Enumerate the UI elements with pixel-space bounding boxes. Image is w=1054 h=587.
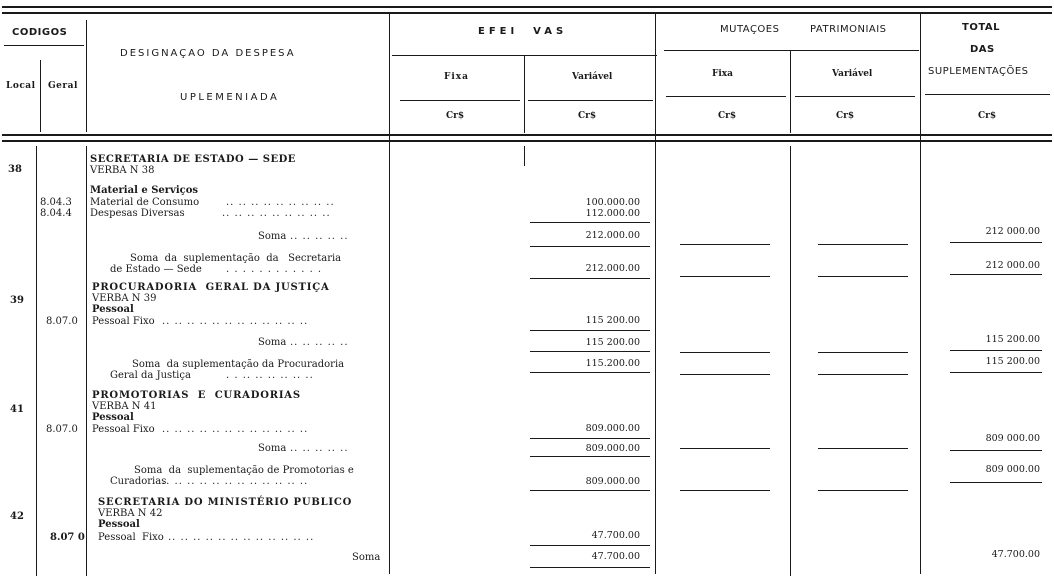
desc-39-item: Pessoal Fixo bbox=[92, 316, 155, 327]
dots-10: .. .. .. .. .. .. .. .. .. .. .. .. bbox=[162, 476, 309, 487]
summary-value-38: 212.000.00 bbox=[585, 263, 640, 274]
local-code-38: 38 bbox=[8, 164, 22, 175]
dots-7: . . .. .. .. .. .. .. bbox=[226, 370, 314, 381]
dots-5: .. .. .. .. .. .. .. .. .. .. .. .. bbox=[162, 316, 309, 327]
header-fixa-mutacoes: Fixa bbox=[712, 69, 734, 79]
col-rule-geral-b bbox=[86, 146, 87, 576]
section-title-39: PROCURADORIA GERAL DA JUSTIÇA bbox=[92, 282, 330, 293]
dots-1: .. .. .. .. .. .. .. .. .. bbox=[226, 197, 335, 208]
value-despesas-diversas: 112.000.00 bbox=[585, 208, 640, 219]
dots-9: .. .. .. .. .. bbox=[290, 443, 349, 454]
soma-label-38: Soma bbox=[258, 231, 287, 242]
rule-39-b3 bbox=[818, 352, 908, 353]
dots-4: . . . . . . . . . . . . bbox=[226, 264, 323, 275]
desc-42-item: Pessoal Fixo bbox=[98, 532, 164, 543]
soma-value-39: 115 200.00 bbox=[585, 337, 640, 348]
codigos-rule bbox=[4, 45, 84, 46]
summary-value-39: 115.200.00 bbox=[585, 358, 640, 369]
rule-41-b3 bbox=[818, 448, 908, 449]
soma-label-42: Soma bbox=[352, 552, 381, 563]
section-title-38: SECRETARIA DE ESTADO — SEDE bbox=[90, 154, 296, 165]
mfixa-cr-rule bbox=[666, 96, 786, 97]
rule-42-b bbox=[530, 567, 650, 568]
code-42-item: 8.07 0 bbox=[50, 532, 85, 543]
group-42: Pessoal bbox=[98, 519, 140, 530]
fixa-cr-rule bbox=[400, 100, 520, 101]
group-38: Material e Serviços bbox=[90, 185, 199, 196]
desc-41-item: Pessoal Fixo bbox=[92, 424, 155, 435]
rule-41-c2 bbox=[680, 490, 770, 491]
desc-despesas-diversas: Despesas Diversas bbox=[90, 208, 185, 219]
rule-38-b bbox=[530, 246, 650, 247]
top-rule-1 bbox=[2, 6, 1052, 8]
summary-value-41: 809.000.00 bbox=[585, 476, 640, 487]
code-8043: 8.04.3 bbox=[40, 197, 72, 208]
header-codigos: CODIGOS bbox=[12, 27, 68, 38]
rule-39-b2 bbox=[680, 352, 770, 353]
rule-38-b4 bbox=[950, 242, 1042, 243]
summary-total-38: 212 000.00 bbox=[985, 260, 1040, 271]
rule-41-c3 bbox=[818, 490, 908, 491]
section-title-41: PROMOTORIAS E CURADORIAS bbox=[92, 390, 301, 401]
total-cr-rule bbox=[925, 94, 1050, 95]
rule-38-b2 bbox=[680, 244, 770, 245]
rule-38-a bbox=[530, 222, 650, 223]
header-das: DAS bbox=[970, 44, 995, 55]
header-variavel-efetivas: Variável bbox=[572, 72, 613, 82]
verba-38: VERBA N 38 bbox=[90, 165, 155, 176]
value-39-item: 115 200.00 bbox=[585, 315, 640, 326]
group-41: Pessoal bbox=[92, 412, 134, 423]
rule-38-c4 bbox=[950, 274, 1042, 275]
rule-41-b4 bbox=[950, 450, 1042, 451]
var-cr-rule bbox=[528, 100, 653, 101]
section-title-42: SECRETARIA DO MINISTÉRIO PUBLICO bbox=[98, 497, 353, 508]
verba-42: VERBA N 42 bbox=[98, 508, 163, 519]
rule-39-b bbox=[530, 351, 650, 352]
local-code-41: 41 bbox=[10, 404, 24, 415]
header-patrimoniais: PATRIMONIAIS bbox=[810, 24, 887, 35]
col-rule-total bbox=[920, 14, 921, 574]
col-rule-fixa bbox=[524, 55, 525, 133]
dots-3: .. .. .. .. .. bbox=[290, 231, 349, 242]
dots-8: .. .. .. .. .. .. .. .. .. .. .. .. bbox=[162, 424, 309, 435]
col-rule-mut-b bbox=[790, 146, 791, 576]
desc-material-consumo: Material de Consumo bbox=[90, 197, 200, 208]
header-local: Local bbox=[6, 81, 36, 91]
dots-2: .. .. .. .. .. .. .. .. .. bbox=[222, 208, 331, 219]
header-suplementacoes: SUPLEMENTAÇÕES bbox=[928, 66, 1029, 77]
summary-38-line1: Soma da suplementação da Secretaria bbox=[130, 253, 342, 264]
soma-total-39: 115 200.00 bbox=[985, 334, 1040, 345]
local-code-42: 42 bbox=[10, 511, 24, 522]
header-total: TOTAL bbox=[962, 22, 1000, 33]
header-efetivas: EFEI VAS bbox=[478, 26, 568, 37]
summary-41-line2: Curadorias bbox=[110, 476, 167, 487]
rule-41-b bbox=[530, 456, 650, 457]
header-variavel-mutacoes: Variável bbox=[832, 69, 873, 79]
soma-value-42: 47.700.00 bbox=[591, 551, 640, 562]
rule-38-c2 bbox=[680, 276, 770, 277]
group-39: Pessoal bbox=[92, 304, 134, 315]
currency-mut-fixa: Cr$ bbox=[718, 111, 737, 121]
rule-39-a bbox=[530, 330, 650, 331]
soma-label-39: Soma bbox=[258, 337, 287, 348]
rule-38-b3 bbox=[818, 244, 908, 245]
col-rule-local bbox=[40, 60, 41, 132]
rule-38-c bbox=[530, 278, 650, 279]
rule-39-c2 bbox=[680, 374, 770, 375]
code-39-item: 8.07.0 bbox=[46, 316, 78, 327]
rule-41-b2 bbox=[680, 448, 770, 449]
summary-38-line2: de Estado — Sede bbox=[110, 264, 202, 275]
col-rule-geral bbox=[86, 20, 87, 132]
summary-total-39: 115 200.00 bbox=[985, 356, 1040, 367]
currency-total: Cr$ bbox=[978, 111, 997, 121]
currency-fixa: Cr$ bbox=[446, 111, 465, 121]
value-material-consumo: 100.000.00 bbox=[585, 197, 640, 208]
top-rule-2 bbox=[2, 12, 1052, 14]
dots-11: .. .. .. .. .. .. .. .. .. .. .. .. bbox=[168, 532, 315, 543]
rule-39-b4 bbox=[950, 350, 1042, 351]
verba-41: VERBA N 41 bbox=[92, 401, 157, 412]
dots-6: .. .. .. .. .. bbox=[290, 337, 349, 348]
soma-label-41: Soma bbox=[258, 443, 287, 454]
currency-variavel: Cr$ bbox=[578, 111, 597, 121]
header-bottom-rule-2 bbox=[2, 140, 1052, 142]
header-mutacoes: MUTAÇOES bbox=[720, 24, 780, 35]
col-rule-fixa-b bbox=[524, 146, 525, 166]
soma-total-41: 809 000.00 bbox=[985, 433, 1040, 444]
summary-39-line1: Soma da suplementação da Procuradoria bbox=[132, 359, 345, 370]
code-8044: 8.04.4 bbox=[40, 208, 72, 219]
local-code-39: 39 bbox=[10, 295, 24, 306]
col-rule-desig bbox=[389, 14, 390, 574]
rule-41-c bbox=[530, 490, 650, 491]
rule-39-c4 bbox=[950, 372, 1042, 373]
col-rule-efet bbox=[655, 14, 656, 574]
soma-total-42: 47.700.00 bbox=[991, 549, 1040, 560]
header-fixa-efetivas: Fixa bbox=[444, 72, 470, 82]
verba-39: VERBA N 39 bbox=[92, 293, 157, 304]
mvar-cr-rule bbox=[795, 96, 915, 97]
value-42-item: 47.700.00 bbox=[591, 530, 640, 541]
rule-42-a bbox=[530, 545, 650, 546]
header-designacao-2: UPLEMENIADA bbox=[180, 92, 280, 103]
summary-39-line2: Geral da Justiça bbox=[110, 370, 191, 381]
header-designacao-1: DESIGNAÇAO DA DESPESA bbox=[120, 48, 296, 59]
header-bottom-rule-1 bbox=[2, 134, 1052, 136]
currency-mut-variavel: Cr$ bbox=[836, 111, 855, 121]
rule-41-a bbox=[530, 438, 650, 439]
rule-39-c3 bbox=[818, 374, 908, 375]
summary-total-41: 809 000.00 bbox=[985, 464, 1040, 475]
value-41-item: 809.000.00 bbox=[585, 423, 640, 434]
rule-38-c3 bbox=[818, 276, 908, 277]
code-41-item: 8.07.0 bbox=[46, 424, 78, 435]
col-rule-mut bbox=[790, 50, 791, 133]
rule-41-c4 bbox=[950, 482, 1042, 483]
soma-value-38: 212.000.00 bbox=[585, 230, 640, 241]
col-rule-local-b bbox=[36, 146, 37, 576]
soma-total-38: 212 000.00 bbox=[985, 226, 1040, 237]
rule-39-c bbox=[530, 372, 650, 373]
header-geral: Geral bbox=[48, 81, 78, 91]
mutacoes-rule bbox=[664, 50, 919, 51]
soma-value-41: 809.000.00 bbox=[585, 443, 640, 454]
summary-41-line1: Soma da suplementação de Promotorias e bbox=[134, 465, 354, 476]
